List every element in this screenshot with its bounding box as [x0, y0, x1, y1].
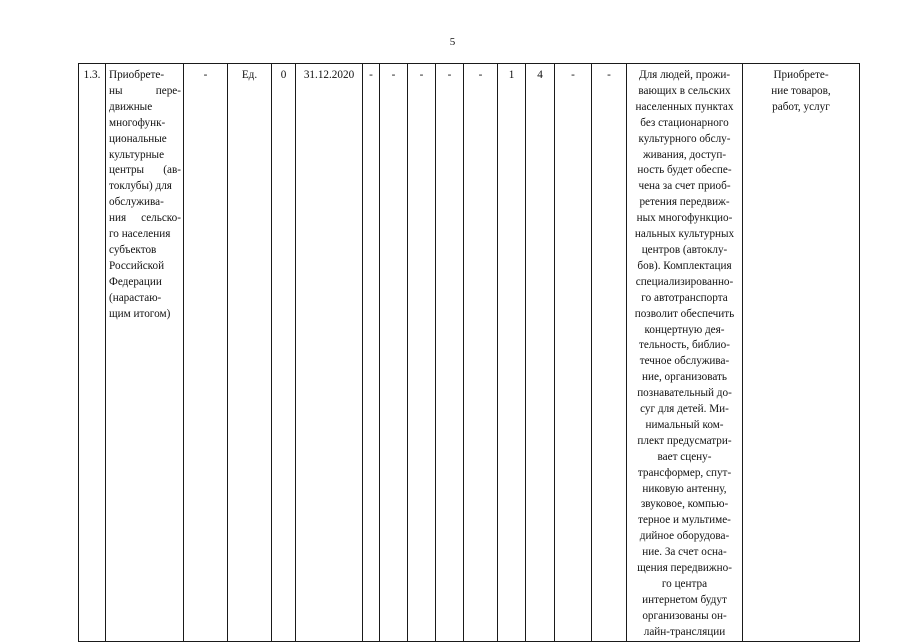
description-line: культурного обслу-: [638, 132, 731, 145]
description-line: центров (автоклу-: [641, 243, 728, 256]
name-line-part: сельско-: [141, 212, 181, 225]
description-line: ность будет обеспе-: [637, 164, 732, 177]
name-line-part: Приобрете-: [109, 69, 165, 81]
result-line: Приобрете-: [773, 69, 829, 81]
name-line: [109, 116, 181, 132]
description-line: нимальный ком-: [645, 418, 724, 431]
name-line-part: ны: [109, 84, 123, 97]
description-line: позволит обеспечить: [634, 307, 735, 320]
name-line-part: Российской: [109, 259, 165, 272]
description-line: вающих в сельских: [638, 84, 731, 97]
value-cell: 1: [498, 64, 526, 642]
description-line: никовую антенну,: [642, 482, 727, 495]
description-line: нальных культурных: [634, 228, 735, 241]
name-line: [109, 307, 181, 323]
name-line-part: циональные: [109, 132, 167, 145]
description-line: чена за счет приоб-: [638, 180, 731, 193]
description-line: населенных пунктах: [635, 100, 734, 113]
value-cell: -: [363, 64, 380, 642]
name-line-part: ния: [109, 212, 127, 225]
description-line: ных многофункцио-: [636, 212, 733, 225]
name-line-part: (ав-: [163, 164, 181, 177]
row-number-cell: 1.3.: [79, 64, 106, 642]
name-line: [109, 179, 181, 195]
description-line: бов). Комплектация: [637, 259, 732, 272]
unit-cell: Ед.: [228, 64, 272, 642]
description-line: познавательный до-: [637, 387, 732, 400]
description-line: тельность, библио-: [639, 339, 730, 352]
name-line-part: пере-: [155, 84, 181, 97]
name-line-part: культурные: [109, 148, 165, 161]
name-line: [109, 291, 181, 307]
description-line: вает сцену-: [657, 450, 712, 463]
description-line: суг для детей. Ми-: [640, 403, 729, 416]
description-line: интернетом будут: [642, 593, 727, 606]
description-line: ретения передвиж-: [639, 196, 730, 209]
name-line: [109, 132, 181, 148]
description-line: ние. За счет осна-: [642, 546, 727, 559]
date-cell: 31.12.2020: [296, 64, 363, 642]
description-line: терное и мультиме-: [638, 514, 731, 527]
description-line: специализированно-: [635, 275, 734, 288]
name-line: [109, 275, 181, 291]
description-line: организованы он-: [642, 609, 727, 622]
description-line: дийное оборудова-: [639, 530, 730, 543]
description-line: плект предусматри-: [637, 434, 732, 447]
description-line: го центра: [661, 578, 708, 590]
description-line: щения передвижно-: [637, 562, 732, 575]
data-table: [78, 63, 860, 642]
indicator-name-cell: [106, 64, 184, 642]
name-line: [109, 68, 181, 84]
description-cell: [627, 64, 743, 642]
description-line: трансформер, спут-: [637, 466, 732, 479]
value-cell: 4: [526, 64, 555, 642]
name-line: [109, 259, 181, 275]
name-line: [109, 100, 181, 116]
name-line-part: субъектов: [109, 243, 157, 256]
description-line: звуковое, компью-: [640, 498, 729, 511]
name-line-part: го населения: [109, 228, 171, 241]
name-line: [109, 163, 181, 179]
name-line: [109, 243, 181, 259]
description-line: живания, доступ-: [642, 148, 727, 161]
name-line-part: щим итогом): [109, 307, 171, 320]
name-line: [109, 211, 181, 227]
base-value-cell: 0: [272, 64, 296, 642]
description-line: ние, организовать: [642, 371, 727, 384]
table-row: [79, 64, 860, 642]
name-line-part: Федерации: [109, 275, 162, 288]
name-line: [109, 148, 181, 164]
value-cell: -: [408, 64, 436, 642]
description-line: течное обслужива-: [639, 355, 730, 368]
description-line: лайн-трансляции: [643, 625, 726, 638]
description-line: Для людей, прожи-: [638, 69, 731, 81]
result-line: ние товаров,: [771, 84, 831, 97]
description-line: без стационарного: [640, 116, 729, 129]
name-line: [109, 84, 181, 100]
name-line-part: движные: [109, 100, 153, 113]
value-cell: -: [184, 64, 228, 642]
page-number: 5: [449, 36, 456, 48]
result-type-cell: [743, 64, 860, 642]
result-line: работ, услуг: [772, 100, 830, 113]
description-line: концертную дея-: [644, 323, 725, 336]
description-line: го автотранспорта: [641, 291, 728, 304]
name-line-part: токлубы) для: [109, 180, 172, 193]
name-line-part: (нарастаю-: [109, 291, 162, 304]
name-line: [109, 227, 181, 243]
value-cell: -: [555, 64, 592, 642]
value-cell: -: [464, 64, 498, 642]
value-cell: -: [436, 64, 464, 642]
value-cell: -: [592, 64, 627, 642]
name-line-part: обслужива-: [109, 196, 164, 209]
name-line: [109, 195, 181, 211]
name-line-part: центры: [109, 164, 145, 177]
name-line-part: многофунк-: [109, 116, 166, 129]
value-cell: -: [380, 64, 408, 642]
